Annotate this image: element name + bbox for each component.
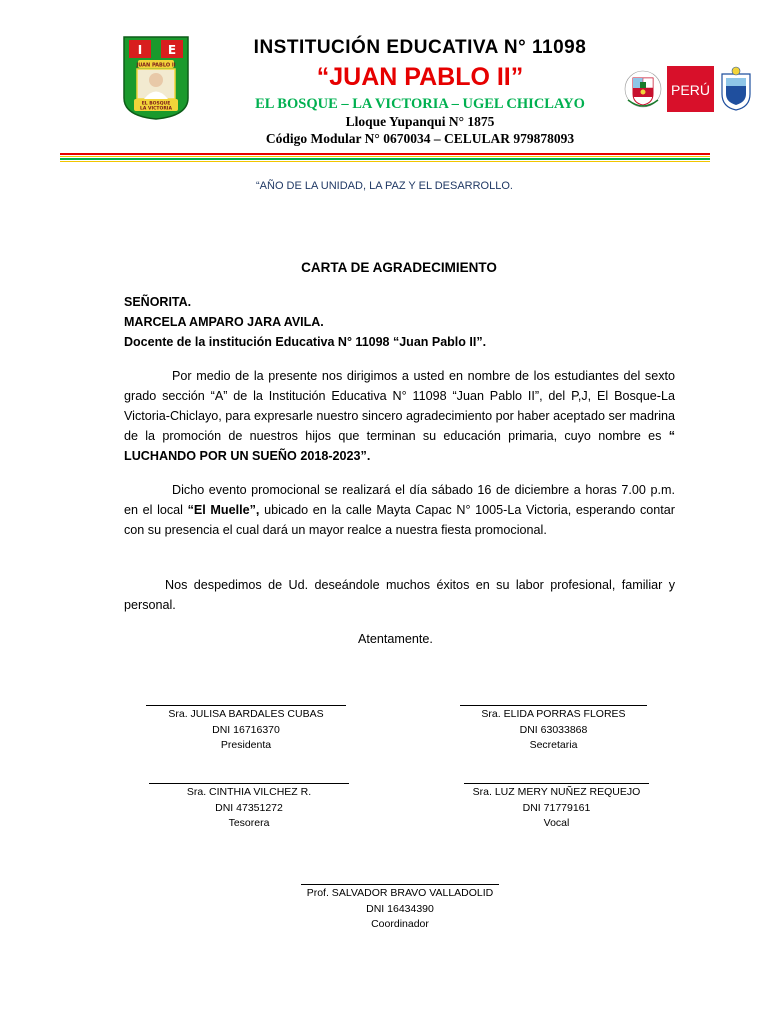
signer-name: Sra. ELIDA PORRAS FLORES <box>481 708 626 720</box>
school-code: Código Modular N° 0670034 – CELULAR 979878093 <box>265 131 575 146</box>
peru-emblems <box>624 64 756 114</box>
recipient-salutation: SEÑORITA. <box>124 295 192 309</box>
closing: Atentamente. <box>358 632 433 646</box>
signer-dni: DNI 71779161 <box>522 801 591 814</box>
paragraph-1-text: Por medio de la presente nos dirigimos a usted en nombre de los estudiantes del sexto grado sección “A” de la Institución Educativa N° 11098 “Juan Pablo II”, del P,J, El Bosque-La Victoria-Chiclayo, para expresarle nuestro sincero agradecimiento por haber aceptado ser madrina de la promoción de nuestros hijos que terminan su educación primaria, cuyo nombre es <box>124 369 675 443</box>
recipient-name: MARCELA AMPARO JARA AVILA. <box>124 315 324 329</box>
school-address: Lloque Yupanqui N° 1875 <box>345 114 495 129</box>
school-location: EL BOSQUE – LA VICTORIA – UGEL CHICLAYO <box>255 96 585 112</box>
portrait-icon <box>149 73 163 87</box>
paragraph-2-text-a: Dicho evento promocional se realizará el día sábado 16 de diciembre a horas 7.00 p.m. en el local <box>124 483 675 517</box>
logo-banner-bottom-2: LA VICTORIA <box>140 106 172 112</box>
recipient-role: Docente de la institución Educativa N° 11098 “Juan Pablo II”. <box>124 335 487 349</box>
paragraph-2-text-b: ubicado en la calle Mayta Capac N° 1005-La Victoria, esperando contar con su presencia el cual dará un mayor realce a nuestra fiesta promocional. <box>124 503 676 537</box>
signer-name: Prof. SALVADOR BRAVO VALLADOLID <box>306 887 494 899</box>
letterhead <box>200 36 640 147</box>
letter-title: CARTA DE AGRADECIMIENTO <box>301 260 497 275</box>
signer-role: Vocal <box>543 817 570 829</box>
recipient-block <box>124 292 486 352</box>
logo-letter-e: E <box>167 43 177 57</box>
school-logo <box>123 36 189 120</box>
regional-emblem-icon <box>722 67 750 110</box>
peru-label: PERÚ <box>671 82 710 98</box>
signer-name: Sra. JULISA BARDALES CUBAS <box>168 708 324 720</box>
signer-dni: DNI 47351272 <box>215 801 283 814</box>
school-name: INSTITUCIÓN EDUCATIVA N° 11098 <box>253 37 587 58</box>
national-coat-of-arms-icon <box>625 71 661 107</box>
signer-role: Presidenta <box>220 739 272 751</box>
signature-secretaria <box>460 705 647 754</box>
signature-vocal <box>464 783 649 832</box>
signature-line <box>460 705 647 706</box>
venue-name: “El Muelle”, <box>187 503 260 517</box>
signer-role: Tesorera <box>228 817 270 829</box>
signer-dni: DNI 16716370 <box>212 723 280 736</box>
signer-dni: DNI 63033868 <box>519 723 588 736</box>
logo-letter-i: I <box>137 43 143 57</box>
signature-line <box>146 705 346 706</box>
promotion-name: “ LUCHANDO POR UN SUEÑO 2018-2023”. <box>124 429 676 463</box>
paragraph-1 <box>124 366 675 466</box>
signer-name: Sra. CINTHIA VILCHEZ R. <box>186 786 312 798</box>
signature-presidenta <box>146 705 346 754</box>
signer-dni: DNI 16434390 <box>366 902 434 915</box>
header-divider <box>60 153 710 161</box>
paragraph-3 <box>124 575 675 615</box>
signer-role: Coordinador <box>371 918 429 930</box>
signature-tesorera <box>149 783 349 832</box>
signer-name: Sra. LUZ MERY NUÑEZ REQUEJO <box>472 786 641 798</box>
logo-banner-top: JUAN PABLO II <box>136 62 176 69</box>
year-motto: “AÑO DE LA UNIDAD, LA PAZ Y EL DESARROLLO. <box>256 180 513 192</box>
signer-role: Secretaria <box>529 739 578 751</box>
signature-line <box>464 783 649 784</box>
signature-line <box>301 884 499 885</box>
logo-banner-bottom-1: EL BOSQUE <box>141 101 171 107</box>
signature-line <box>149 783 349 784</box>
paragraph-2 <box>124 480 675 540</box>
paragraph-3-text: Nos despedimos de Ud. deseándole muchos éxitos en su labor profesional, familiar y personal. <box>124 578 675 612</box>
school-title: “JUAN PABLO II” <box>316 63 524 91</box>
signature-coordinador <box>301 884 499 933</box>
